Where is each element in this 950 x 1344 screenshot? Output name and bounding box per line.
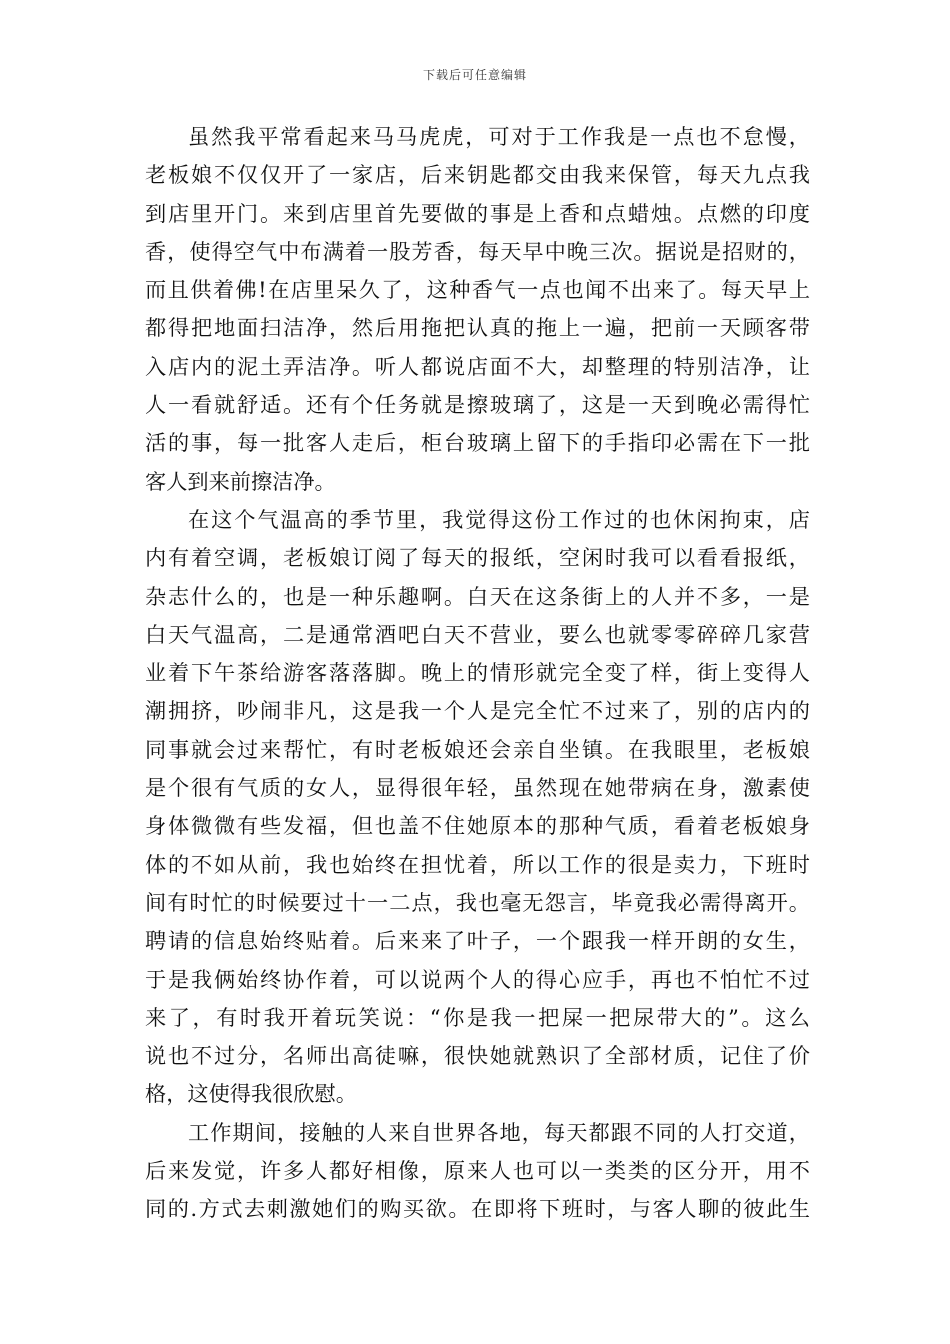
paragraph-line: 是个很有气质的女人，显得很年轻，虽然现在她带病在身，激素使: [145, 775, 810, 801]
paragraph-line: 于是我俩始终协作着，可以说两个人的得心应手，再也不怕忙不过: [145, 966, 810, 992]
paragraph-line: 杂志什么的，也是一种乐趣啊。白天在这条街上的人并不多，一是: [145, 583, 810, 609]
paragraph-line: 说也不过分，名师出高徒嘛，很快她就熟识了全部材质，记住了价: [145, 1043, 810, 1069]
paragraph-line: 内有着空调，老板娘订阅了每天的报纸，空闲时我可以看看报纸，: [145, 545, 810, 571]
paragraph-line: 入店内的泥土弄洁净。听人都说店面不大，却整理的特别洁净，让: [145, 353, 810, 379]
paragraph-line: 人一看就舒适。还有个任务就是擦玻璃了，这是一天到晚必需得忙: [145, 392, 810, 418]
paragraph-line: 格，这使得我很欣慰。: [145, 1081, 357, 1107]
paragraph-line: 香，使得空气中布满着一股芳香，每天早中晚三次。据说是招财的，: [145, 238, 810, 264]
paragraph-line: 来了，有时我开着玩笑说：“你是我一把屎一把尿带大的”。这么: [145, 1004, 810, 1030]
paragraph-1: [145, 118, 810, 501]
paragraph-line: 同事就会过来帮忙，有时老板娘还会亲自坐镇。在我眼里，老板娘: [145, 736, 810, 762]
paragraph-line: 后来发觉，许多人都好相像，原来人也可以一类类的区分开，用不: [145, 1158, 810, 1184]
paragraph-line: 老板娘不仅仅开了一家店，后来钥匙都交由我来保管，每天九点我: [145, 162, 810, 188]
paragraph-line: 间有时忙的时候要过十一二点，我也毫无怨言，毕竟我必需得离开。: [145, 889, 810, 915]
paragraph-line: 同的.方式去刺激她们的购买欲。在即将下班时，与客人聊的彼此生: [145, 1196, 810, 1222]
paragraph-line: 业着下午茶给游客落落脚。晚上的情形就完全变了样，街上变得人: [145, 660, 810, 686]
paragraph-line: 体的不如从前，我也始终在担忧着，所以工作的很是卖力，下班时: [145, 851, 810, 877]
paragraph-3: [145, 1114, 810, 1229]
paragraph-line: 虽然我平常看起来马马虎虎，可对于工作我是一点也不怠慢，: [188, 124, 810, 149]
paragraph-line: 到店里开门。来到店里首先要做的事是上香和点蜡烛。点燃的印度: [145, 200, 810, 226]
paragraph-line: 活的事，每一批客人走后，柜台玻璃上留下的手指印必需在下一批: [145, 430, 810, 456]
paragraph-line: 潮拥挤，吵闹非凡，这是我一个人是完全忙不过来了，别的店内的: [145, 698, 810, 724]
paragraph-line: 而且供着佛!在店里呆久了，这种香气一点也闻不出来了。每天早上: [145, 277, 810, 303]
paragraph-2: [145, 501, 810, 1114]
paragraph-line: 白天气温高，二是通常酒吧白天不营业，要么也就零零碎碎几家营: [145, 621, 810, 647]
document-body: [145, 118, 810, 1229]
page-header: 下载后可任意编辑: [422, 68, 527, 82]
paragraph-line: 身体微微有些发福，但也盖不住她原本的那种气质，看着老板娘身: [145, 813, 810, 839]
paragraph-line: 都得把地面扫洁净，然后用拖把认真的拖上一遍，把前一天顾客带: [145, 315, 810, 341]
paragraph-line: 在这个气温高的季节里，我觉得这份工作过的也休闲拘束，店: [188, 506, 810, 532]
paragraph-line: 聘请的信息始终贴着。后来来了叶子，一个跟我一样开朗的女生，: [145, 928, 810, 954]
paragraph-line: 工作期间，接触的人来自世界各地，每天都跟不同的人打交道，: [188, 1119, 810, 1145]
paragraph-line: 客人到来前擦洁净。: [145, 468, 336, 494]
